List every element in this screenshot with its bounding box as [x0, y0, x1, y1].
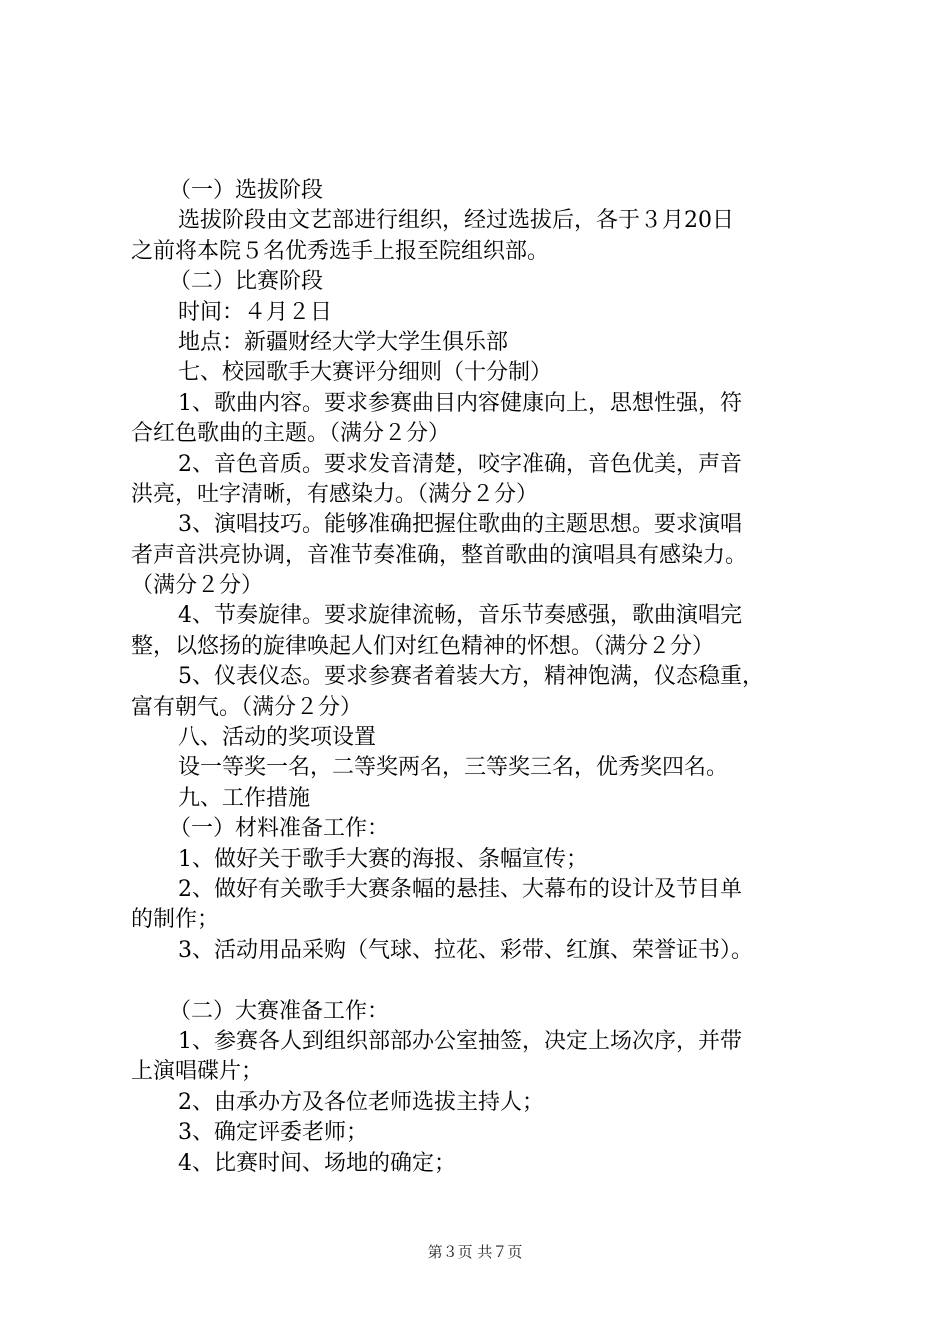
- text-line: 八、活动的奖项设置: [178, 725, 377, 751]
- text-line: 3、确定评委老师；: [178, 1120, 368, 1146]
- text-line: 地点：新疆财经大学大学生俱乐部: [178, 329, 509, 355]
- text-line: 5、仪表仪态。要求参赛者着装大方，精神饱满，仪态稳重，: [178, 664, 764, 690]
- text-line: 选拔阶段由文艺部进行组织，经过选拔后，各于３月20日: [178, 208, 734, 234]
- text-line: 时间：４月２日: [178, 299, 333, 325]
- text-line: 3、活动用品采购（气球、拉花、彩带、红旗、荣誉证书）。: [178, 937, 753, 963]
- text-line: 七、校园歌手大赛评分细则（十分制）: [178, 360, 553, 386]
- text-line: （二）大赛准备工作：: [169, 998, 390, 1024]
- text-line: 洪亮，吐字清晰，有感染力。（满分２分）: [131, 481, 539, 507]
- text-line: 者声音洪亮协调，音准节奏准确，整首歌曲的演唱具有感染力。: [131, 542, 748, 568]
- text-line: 的制作；: [131, 907, 220, 933]
- text-line: 3、演唱技巧。能够准确把握住歌曲的主题思想。要求演唱: [178, 512, 742, 538]
- text-line: （一）选拔阶段: [169, 178, 324, 203]
- text-line: 设一等奖一名，二等奖两名，三等奖三名，优秀奖四名。: [178, 755, 729, 781]
- text-line: 4、比赛时间、场地的确定；: [178, 1150, 456, 1176]
- text-line: （满分２分）: [131, 573, 264, 599]
- text-line: 1、做好关于歌手大赛的海报、条幅宣传；: [178, 846, 588, 872]
- text-line: （一）材料准备工作：: [169, 816, 390, 842]
- text-line: 1、参赛各人到组织部部办公室抽签，决定上场次序，并带: [178, 1028, 742, 1054]
- text-line: （二）比赛阶段: [169, 269, 324, 295]
- text-line: 2、做好有关歌手大赛条幅的悬挂、大幕布的设计及节目单: [178, 876, 742, 902]
- text-line: 九、工作措施: [178, 785, 311, 811]
- text-line: 1、歌曲内容。要求参赛曲目内容健康向上，思想性强，符: [178, 390, 742, 416]
- text-line: 富有朝气。（满分２分）: [131, 694, 363, 720]
- page-footer: 第３页 共７页: [427, 1243, 523, 1261]
- text-line: 合红色歌曲的主题。（满分２分）: [131, 421, 451, 447]
- document-body: [131, 176, 831, 1179]
- text-line: 上演唱碟片；: [131, 1059, 264, 1085]
- text-line: 2、音色音质。要求发音清楚，咬字准确，音色优美，声音: [178, 451, 742, 477]
- text-line: 2、由承办方及各位老师选拔主持人；: [178, 1089, 544, 1115]
- blank-line: [131, 966, 831, 996]
- text-line: 之前将本院５名优秀选手上报至院组织部。: [131, 238, 550, 264]
- text-line: 4、节奏旋律。要求旋律流畅，音乐节奏感强，歌曲演唱完: [178, 603, 742, 629]
- text-line: 整，以悠扬的旋律唤起人们对红色精神的怀想。（满分２分）: [131, 633, 715, 659]
